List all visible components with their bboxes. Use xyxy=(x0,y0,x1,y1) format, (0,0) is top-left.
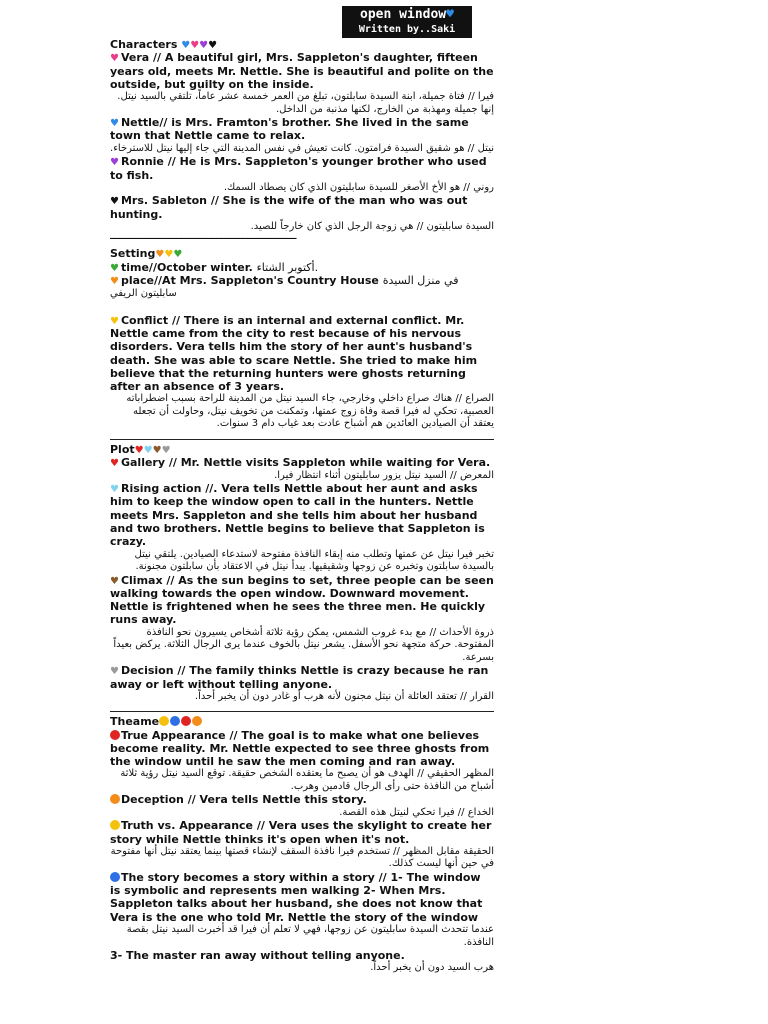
conflict-description-arabic: الصراع // هناك صراع داخلي وخارجي، جاء السيد نيتل من المدينة للراحة بسبب اضطراباته العصبية، تحكي له فيرا قصة وفاة زوج عمتها، وتمكنت من تخويف نيتل، وحاولت أن تجعله يعتقد أن الصيادين العائدين هم أشباح عادت بعد غياب دام 3 سنوات. xyxy=(126,393,494,430)
section-divider xyxy=(110,711,494,712)
conflict-description: ♥ Conflict // There is an internal and external conflict. Mr. Nettle came from the city to rest because of his nervous disorders. Vera tells him the story of her aunt's husband's death. She was able to scare Nettle. She tried to make him believe that the returning hunters were ghosts returning after an absence of 3 years. xyxy=(110,313,478,394)
setting-place-arabic-cont: سابليتون الريفي xyxy=(110,288,177,300)
theme-deception-arabic: الخداع // فيرا تحكي لنيتل هذه القصة. xyxy=(339,806,494,818)
pink-heart-icon: ♥ xyxy=(110,53,119,65)
plot-gallery-arabic: المعرض // السيد نيتل يزور سابليتون أثناء انتظار فيرا. xyxy=(274,469,494,481)
characters-heading: Characters ♥♥♥♥ xyxy=(110,38,218,51)
vera-description-arabic: فيرا // فتاة جميلة، ابنة السيدة سابلتون، تبلغ من العمر خمسة عشر عاماً، تلتقي بالسيد نيتل. إنها جميلة ومهذبة من الخارج، لكنها مذنبة من الداخل. xyxy=(117,91,494,115)
purple-heart-icon: ♥ xyxy=(110,157,119,169)
light-blue-heart-icon: ♥ xyxy=(110,484,119,496)
orange-circle-icon xyxy=(192,716,202,726)
yellow-circle-icon xyxy=(110,820,120,830)
theme-story-within-story: The story becomes a story within a story // 1- The window is symbolic and represents men walking 2- When Mrs. Sappleton talks about her husband, she does not know that Vera is the one who told Mr. Nettle the story of the window xyxy=(110,870,483,924)
blue-heart-icon: ♥ xyxy=(110,118,119,130)
plot-rising-action-arabic: تخبر فيرا نيتل عن عمتها وتطلب منه إبقاء النافذة مفتوحة لاستدعاء الصيادين. يلتقي نيتل بالسيدة سابلتون وتخبره عن زوجها وشقيقيها. يبدأ نيتل في الاعتقاد بأن سابلتون مجنونة. xyxy=(134,548,494,573)
red-circle-icon xyxy=(110,730,120,740)
setting-time-arabic: أكتوبر الشتاء. xyxy=(256,260,319,274)
green-heart-icon: ♥ xyxy=(173,249,183,261)
orange-heart-icon: ♥ xyxy=(155,249,165,261)
yellow-heart-icon: ♥ xyxy=(110,315,119,327)
orange-heart-icon: ♥ xyxy=(110,276,119,288)
blue-circle-icon xyxy=(170,716,180,726)
author-line: Written by..Saki xyxy=(358,24,456,35)
section-divider: —————————————————————————————————————————— xyxy=(110,234,296,245)
theme-deception: Deception // Vera tells Nettle this story. xyxy=(110,793,494,806)
red-heart-icon: ♥ xyxy=(134,444,144,456)
plot-gallery: ♥ Gallery // Mr. Nettle visits Sappleton while waiting for Vera. xyxy=(110,456,491,470)
theme-truth-vs-appearance-arabic: الحقيقة مقابل المظهر // تستخدم فيرا نافذة السقف لإنشاء قصتها بينما يعتقد نيتل أنها مفتوحة في حين أنها ليست كذلك. xyxy=(110,845,494,870)
gray-heart-icon: ♥ xyxy=(110,666,119,678)
green-heart-icon: ♥ xyxy=(110,262,119,274)
yellow-heart-icon: ♥ xyxy=(164,249,174,261)
theme-master-ran-away-arabic: هرب السيد دون أن يخبر أحداً. xyxy=(370,962,494,974)
plot-climax: ♥ Climax // As the sun begins to set, three people can be seen walking towards the open window. Downward movement. Nettle is frightened when he sees the three men. He quickly runs away. xyxy=(110,573,494,627)
gray-heart-icon: ♥ xyxy=(161,444,171,456)
story-title: open window♥ xyxy=(360,7,454,22)
red-circle-icon xyxy=(181,716,191,726)
setting-time: ♥ time//October winter. أكتوبر الشتاء. xyxy=(110,260,319,274)
theme-truth-vs-appearance: Truth vs. Appearance // Vera uses the skylight to create her story while Nettle thinks it's open when it's not. xyxy=(110,819,492,846)
red-heart-icon: ♥ xyxy=(110,458,119,470)
theme-heading: Theame xyxy=(110,715,494,728)
setting-heading: Setting♥♥♥ xyxy=(110,247,183,261)
theme-story-within-story-arabic: عندما تتحدث السيدة سابليتون عن زوجها، فهي لا تعلم أن فيرا قد أخبرت السيد نيتل بقصة النافذة. xyxy=(126,924,494,948)
nettle-description: ♥ Nettle// is Mrs. Framton's brother. She lived in the same town that Nettle came to relax. xyxy=(110,116,469,143)
plot-decision: ♥ Decision // The family thinks Nettle is crazy because he ran away or left without telling anyone. xyxy=(110,664,489,691)
plot-decision-arabic: القرار // تعتقد العائلة أن نيتل مجنون لأنه هرب أو غادر دون أن يخبر أحداً. xyxy=(194,690,494,702)
black-heart-icon: ♥ xyxy=(208,40,218,51)
nettle-description-arabic: نيتل // هو شقيق السيدة فرامتون. كانت تعيش في نفس المدينة التي جاء إليها نيتل للاسترخاء. xyxy=(110,142,494,154)
purple-heart-icon: ♥ xyxy=(199,40,209,51)
setting-place-arabic: في منزل السيدة xyxy=(382,274,459,288)
title-box xyxy=(342,6,472,38)
ronnie-description-arabic: روني // هو الأخ الأصغر للسيدة سابليتون الذي كان يصطاد السمك. xyxy=(223,181,494,193)
theme-master-ran-away: 3- The master ran away without telling anyone. xyxy=(110,949,405,963)
document-body xyxy=(110,38,494,975)
blue-heart-icon: ♥ xyxy=(181,40,191,51)
blue-heart-icon: ♥ xyxy=(446,7,454,22)
setting-place: ♥ place//At Mrs. Sappleton's Country House في منزل السيدة xyxy=(110,274,459,288)
sableton-description-arabic: السيدة سابليتون // هي زوجة الرجل الذي كان خارجاً للصيد. xyxy=(250,220,494,232)
plot-rising-action: ♥ Rising action //. Vera tells Nettle about her aunt and asks him to keep the window open to call in the hunters. Nettle meets Mrs. Sappleton and she tells him about her husband and two brothers. Nettle begins to believe that Sappleton is crazy. xyxy=(110,482,485,549)
section-divider xyxy=(110,439,494,440)
ronnie-description: ♥ Ronnie // He is Mrs. Sappleton's younger brother who used to fish. xyxy=(110,155,487,182)
theme-true-appearance: True Appearance // The goal is to make what one believes become reality. Mr. Nettle expected to see three ghosts from the window until he saw the men coming and ran away. xyxy=(110,728,490,769)
plot-climax-arabic: ذروة الأحداث // مع بدء غروب الشمس، يمكن رؤية ثلاثة أشخاص يسيرون نحو النافذة المفتوحة. حركة متجهة نحو الأسفل. يشعر نيتل بالخوف عندما يرى الرجال الثلاثة. يركض بعيداً بسرعة. xyxy=(113,626,494,663)
sableton-description: ♥ Mrs. Sableton // She is the wife of the man who was out hunting. xyxy=(110,194,468,221)
brown-heart-icon: ♥ xyxy=(152,444,162,456)
plot-heading: Plot♥♥♥♥ xyxy=(110,442,171,456)
black-heart-icon: ♥ xyxy=(110,196,119,208)
blue-circle-icon xyxy=(110,872,120,882)
brown-heart-icon: ♥ xyxy=(110,575,119,587)
pink-heart-icon: ♥ xyxy=(190,40,200,51)
yellow-circle-icon xyxy=(159,716,169,726)
orange-circle-icon xyxy=(110,794,120,804)
vera-description: ♥ Vera // A beautiful girl, Mrs. Sappleton's daughter, fifteen years old, meets Mr. Nettle. She is beautiful and polite on the outside, but guilty on the inside. xyxy=(110,51,494,91)
light-blue-heart-icon: ♥ xyxy=(143,444,153,456)
theme-true-appearance-arabic: المظهر الحقيقي // الهدف هو أن يصبح ما يعتقده الشخص حقيقة. توقع السيد نيتل رؤية ثلاثة أشباح من النافذة حتى رأى الرجال قادمين وهرب. xyxy=(120,768,494,792)
